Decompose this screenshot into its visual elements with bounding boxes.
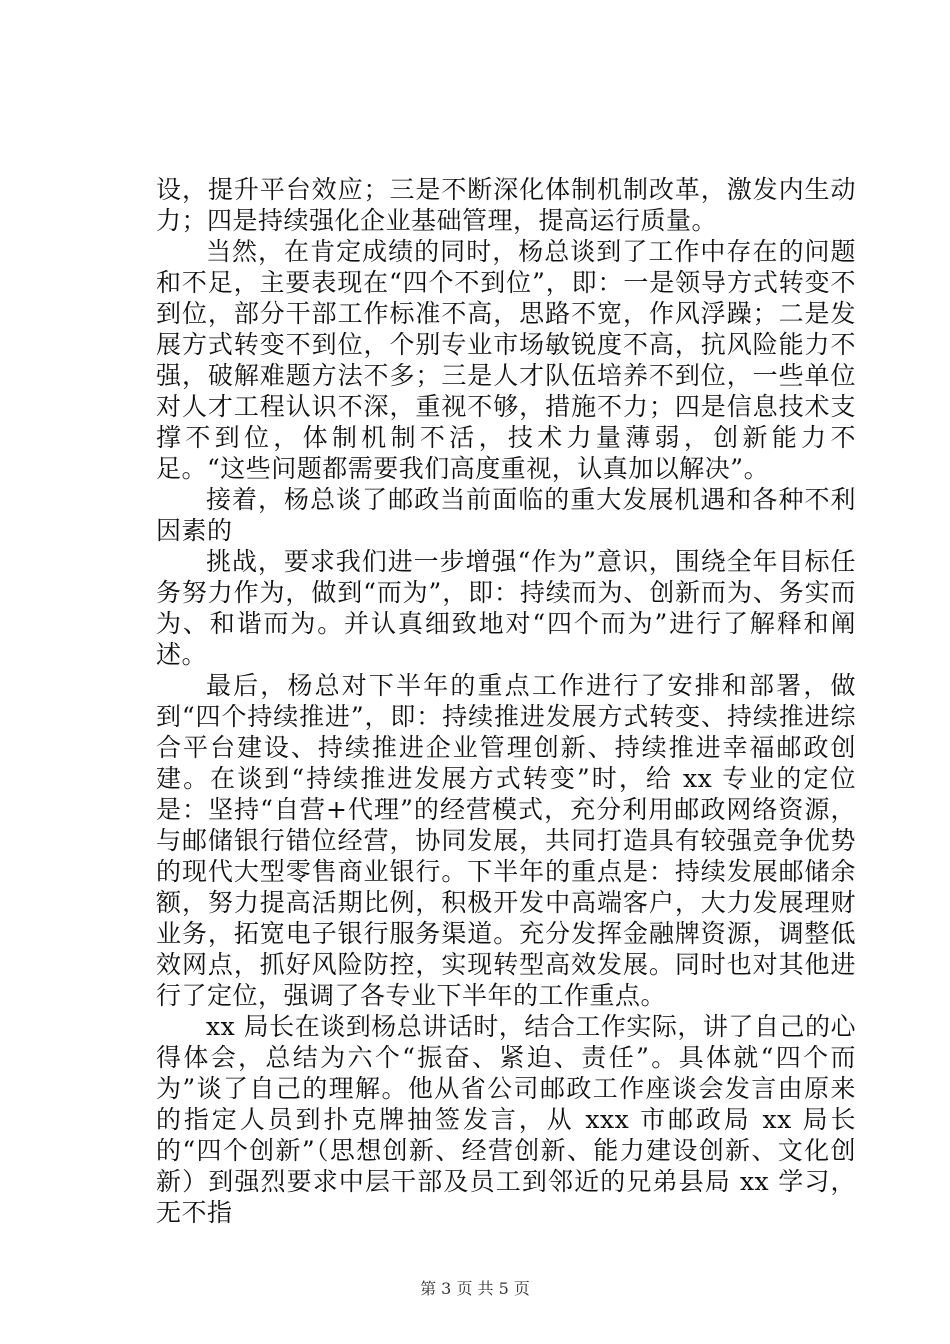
paragraph-5: 最后，杨总对下半年的重点工作进行了安排和部署，做到“四个持续推进”，即：持续推进发展方式转变、持续推进综合平台建设、持续推进企业管理创新、持续推进幸福邮政创建。在谈到“持续推进发展方式转变”时，给 xx 专业的定位是：坚持“自营+代理”的经营模式，充分利用邮政网络资源，与邮储银行错位经营，协同发展，共同打造具有较强竞争优势的现代大型零售商业银行。下半年的重点是：持续发展邮储余额，努力提高活期比例，积极开发中高端客户，大力发展理财业务，拓宽电子银行服务渠道。充分发挥金融牌资源，调整低效网点，抓好风险防控，实现转型高效发展。同时也对其他进行了定位，强调了各专业下半年的工作重点。 xyxy=(156,671,856,1010)
page-footer: 第 3 页 共 5 页 xyxy=(420,1279,530,1298)
paragraph-6: xx 局长在谈到杨总讲话时，结合工作实际，讲了自己的心得体会，总结为六个“振奋、紧迫、责任”。具体就“四个而为”谈了自己的理解。他从省公司邮政工作座谈会发言由原来的指定人员到扑克牌抽签发言，从 xxx 市邮政局 xx 局长的“四个创新”（思想创新、经营创新、能力建设创新、文化创新）到强烈要求中层干部及员工到邻近的兄弟县局 xx 学习，无不指 xyxy=(156,1012,856,1227)
paragraph-4: 挑战，要求我们进一步增强“作为”意识，围绕全年目标任务努力作为，做到“而为”，即：持续而为、创新而为、务实而为、和谐而为。并认真细致地对“四个而为”进行了解释和阐述。 xyxy=(156,547,856,669)
document-body xyxy=(156,174,856,1228)
paragraph-1: 设，提升平台效应；三是不断深化体制机制改革，激发内生动力；四是持续强化企业基础管理，提高运行质量。 xyxy=(156,175,856,235)
paragraph-3: 接着，杨总谈了邮政当前面临的重大发展机遇和各种不利因素的 xyxy=(156,485,856,545)
paragraph-2: 当然，在肯定成绩的同时，杨总谈到了工作中存在的问题和不足，主要表现在“四个不到位”，即：一是领导方式转变不到位，部分干部工作标准不高，思路不宽，作风浮躁；二是发展方式转变不到位，个别专业市场敏锐度不高，抗风险能力不强，破解难题方法不多；三是人才队伍培养不到位，一些单位对人才工程认识不深，重视不够，措施不力；四是信息技术支撑不到位，体制机制不活，技术力量薄弱，创新能力不足。“这些问题都需要我们高度重视，认真加以解决”。 xyxy=(156,237,856,483)
